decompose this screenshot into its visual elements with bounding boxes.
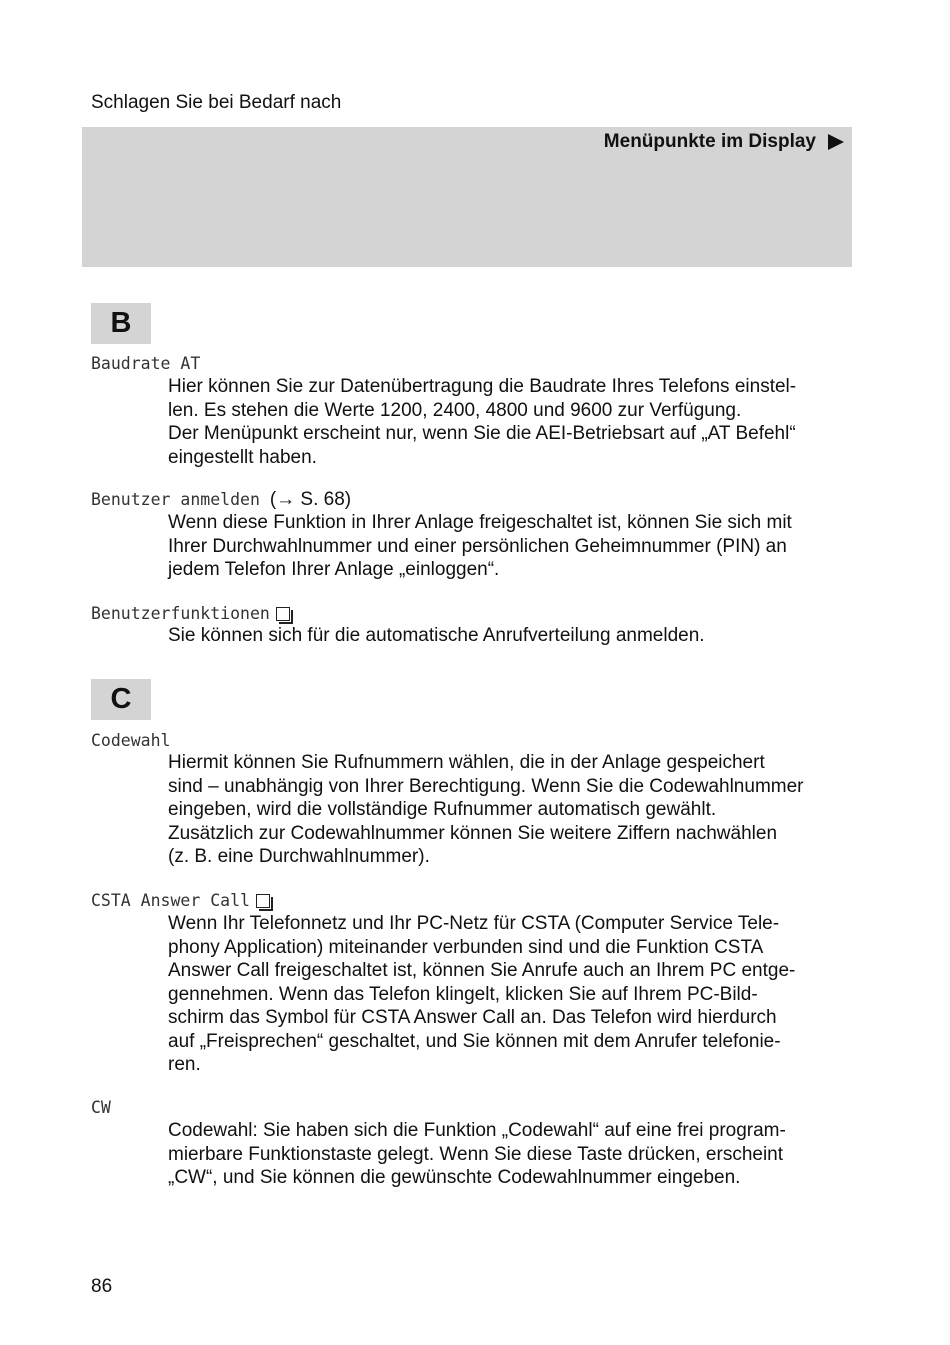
desc-line: Wenn diese Funktion in Ihrer Anlage freigeschaltet ist, können Sie sich mit [168,512,792,533]
desc-line: auf „Freisprechen“ geschaltet, und Sie können mit dem Anrufer telefonie- [168,1030,781,1052]
desc-line: len. Es stehen die Werte 1200, 2400, 4800 und 9600 zur Verfügung. [168,399,742,421]
desc-line: eingeben, wird die vollständige Rufnummer automatisch gewählt. [168,799,717,820]
desc-line: eingestellt haben. [168,446,317,468]
term-cw: CW [91,1098,111,1117]
desc-line: phony Application) miteinander verbunden sind und die Funktion CSTA [168,936,764,958]
desc-line: Hier können Sie zur Datenübertragung die Baudrate Ihres Telefons einstel- [168,376,797,397]
term-codewahl: Codewahl [91,731,171,750]
desc-line: ren. [168,1054,201,1075]
desc-line: schirm das Symbol für CSTA Answer Call an. Das Telefon wird hierdurch [168,1007,777,1028]
desc-line: Wenn Ihr Telefonnetz und Ihr PC-Netz für CSTA (Computer Service Tele- [168,913,780,934]
checkbox-icon [256,894,270,908]
desc-line: mierbare Funktionstaste gelegt. Wenn Sie diese Taste drücken, erscheint [168,1143,784,1165]
banner-title-text: Menüpunkte im Display [603,131,816,152]
desc-line: gennehmen. Wenn das Telefon klingelt, klicken Sie auf Ihrem PC-Bild- [168,983,758,1005]
page-reference: (→ S. 68) [269,489,352,510]
desc-line: sind – unabhängig von Ihrer Berechtigung. Wenn Sie die Codewahlnummer [168,775,804,797]
desc-line: Sie können sich für die automatische Anrufverteilung anmelden. [168,625,705,646]
term-csta-answer-call [91,890,270,912]
checkbox-icon [276,607,290,621]
desc-baudrate-at [168,375,850,469]
term-text: Benutzer anmelden [91,490,260,509]
desc-line: Hiermit können Sie Rufnummern wählen, die in der Anlage gespeichert [168,752,765,773]
desc-benutzer-anmelden [168,511,850,582]
desc-cw [168,1119,850,1190]
desc-line: Codewahl: Sie haben sich die Funktion „Codewahl“ auf eine frei program- [168,1120,786,1141]
banner-title [604,130,844,154]
desc-line: jedem Telefon Ihrer Anlage „einloggen“. [168,559,500,580]
page-number: 86 [91,1276,113,1297]
desc-line: Zusätzlich zur Codewahlnummer können Sie weitere Ziffern nachwählen [168,822,778,844]
menu-banner [82,127,852,267]
term-benutzerfunktionen [91,603,290,625]
desc-line: Der Menüpunkt erscheint nur, wenn Sie die AEI-Betriebsart auf „AT Befehl“ [168,423,796,444]
desc-codewahl [168,751,850,869]
term-text: Benutzerfunktionen [91,604,270,623]
desc-line: „CW“, und Sie können die gewünschte Codewahlnummer eingeben. [168,1167,741,1188]
right-triangle-icon [828,134,844,150]
desc-line: Answer Call freigeschaltet ist, können Sie Anrufe auch an Ihrem PC entge- [168,960,796,981]
desc-line: (z. B. eine Durchwahlnummer). [168,846,430,867]
section-letter-c: C [91,679,151,720]
term-baudrate-at: Baudrate AT [91,354,201,373]
desc-benutzerfunktionen [168,624,850,648]
desc-csta-answer-call [168,912,850,1077]
desc-line: Ihrer Durchwahlnummer und einer persönlichen Geheimnummer (PIN) an [168,535,787,557]
term-text: CSTA Answer Call [91,891,250,910]
term-benutzer-anmelden [91,489,351,511]
section-letter-b: B [91,303,151,344]
chapter-title: Schlagen Sie bei Bedarf nach [91,92,342,113]
